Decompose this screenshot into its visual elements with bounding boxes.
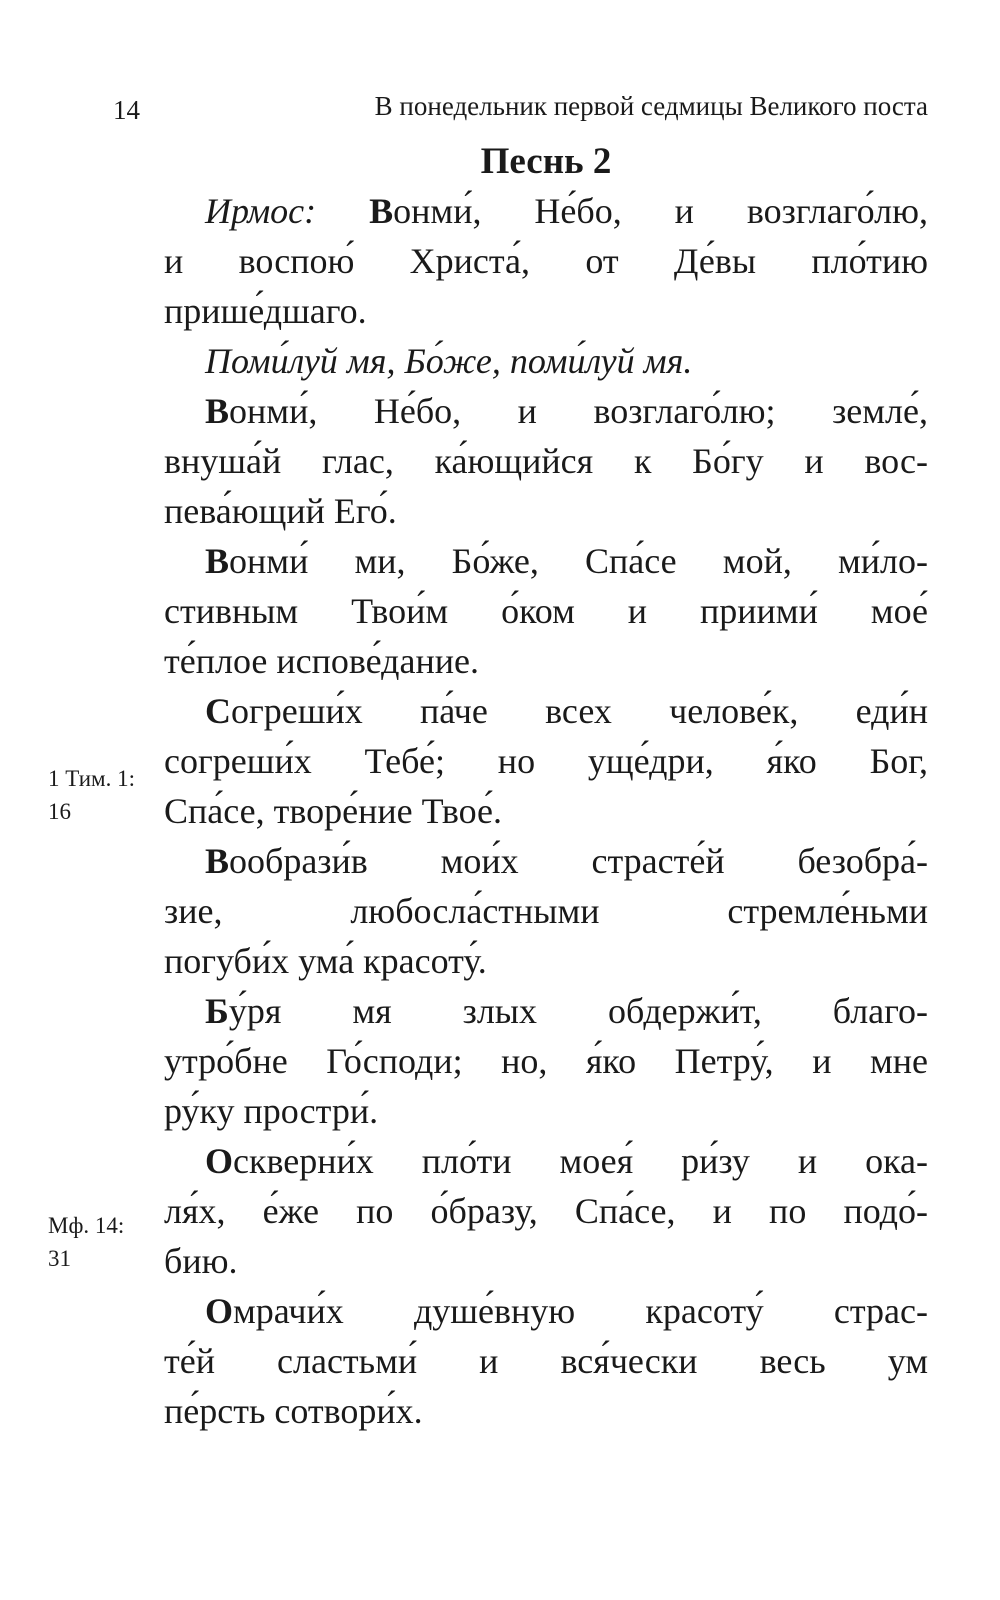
irmos-line-2: и воспою́ Христа́, от Де́вы пло́тию [164, 241, 928, 281]
drop-letter: В [205, 541, 230, 581]
troparion-line: зие, любосла́стными стремле́ньми [164, 891, 928, 931]
margin-note-line: 16 [48, 799, 71, 824]
troparion-text: у́ря мя злых обдержи́т, благо- [228, 991, 928, 1031]
troparion-line: пе́рсть сотвори́х. [164, 1391, 423, 1431]
troparion-line: пева́ющий Его́. [164, 491, 397, 531]
troparion-text: огреши́х па́че всех челове́к, еди́н [231, 691, 928, 731]
troparion-line [164, 536, 928, 586]
troparion-line: те́плое испове́дание. [164, 641, 479, 681]
troparion-line [164, 1136, 928, 1186]
drop-letter: В [205, 841, 230, 881]
irmos-line-1 [164, 186, 928, 236]
troparion-text: мрачи́х душе́вную красоту́ страс- [233, 1291, 928, 1331]
troparion-line: те́й сластьми́ и вся́чески весь ум [164, 1341, 928, 1381]
page-number: 14 [113, 95, 140, 125]
troparion-line: ру́ку простри́. [164, 1091, 379, 1131]
margin-note-line: Мф. 14: [48, 1213, 125, 1238]
troparion-line: согреши́х Тебе́; но уще́дри, я́ко Бог, [164, 741, 928, 781]
troparion-text: онми́, Не́бо, и возглаго́лю; земле́, [229, 391, 928, 431]
troparion-line: Спа́се, творе́ние Твое́. [164, 791, 502, 831]
drop-letter: О [205, 1141, 234, 1181]
drop-letter: О [205, 1291, 234, 1331]
drop-letter: Б [205, 991, 229, 1031]
running-header: В понедельник первой седмицы Великого поста [374, 91, 928, 121]
troparion-line [164, 836, 928, 886]
irmos-label: Ирмос: [205, 191, 317, 231]
drop-letter: С [205, 691, 231, 731]
irmos-line-3: прише́дшаго. [164, 291, 367, 331]
troparion-line: утро́бне Го́споди; но, я́ко Петру́, и мне [164, 1041, 928, 1081]
troparion-line [164, 1286, 928, 1336]
drop-letter: В [205, 391, 230, 431]
irmos-text: онми́, Не́бо, и возглаго́лю, [393, 191, 928, 231]
drop-letter: В [369, 191, 394, 231]
troparion-line: стивным Твои́м о́ком и приими́ мое́ [164, 591, 928, 631]
margin-note [48, 762, 148, 828]
troparion-text: онми́ ми, Бо́же, Спа́се мой, ми́ло- [229, 541, 928, 581]
refrain: Поми́луй мя, Бо́же, поми́луй мя. [205, 341, 693, 381]
margin-note [48, 1209, 148, 1275]
troparion-line: погуби́х ума́ красоту́. [164, 941, 487, 981]
troparion-line [164, 986, 928, 1036]
troparion-text: ообрази́в мои́х страсте́й безобра́- [229, 841, 928, 881]
margin-note-line: 31 [48, 1246, 71, 1271]
section-title: Песнь 2 [480, 141, 612, 182]
troparion-line [164, 386, 928, 436]
troparion-text: скверни́х пло́ти моея́ ри́зу и ока- [233, 1141, 928, 1181]
margin-note-line: 1 Тим. 1: [48, 766, 135, 791]
troparion-line: бию. [164, 1241, 238, 1281]
troparion-line [164, 686, 928, 736]
troparion-line: внуша́й глас, ка́ющийся к Бо́гу и вос- [164, 441, 928, 481]
troparion-line: ля́х, е́же по о́бразу, Спа́се, и по подо́- [164, 1191, 928, 1231]
